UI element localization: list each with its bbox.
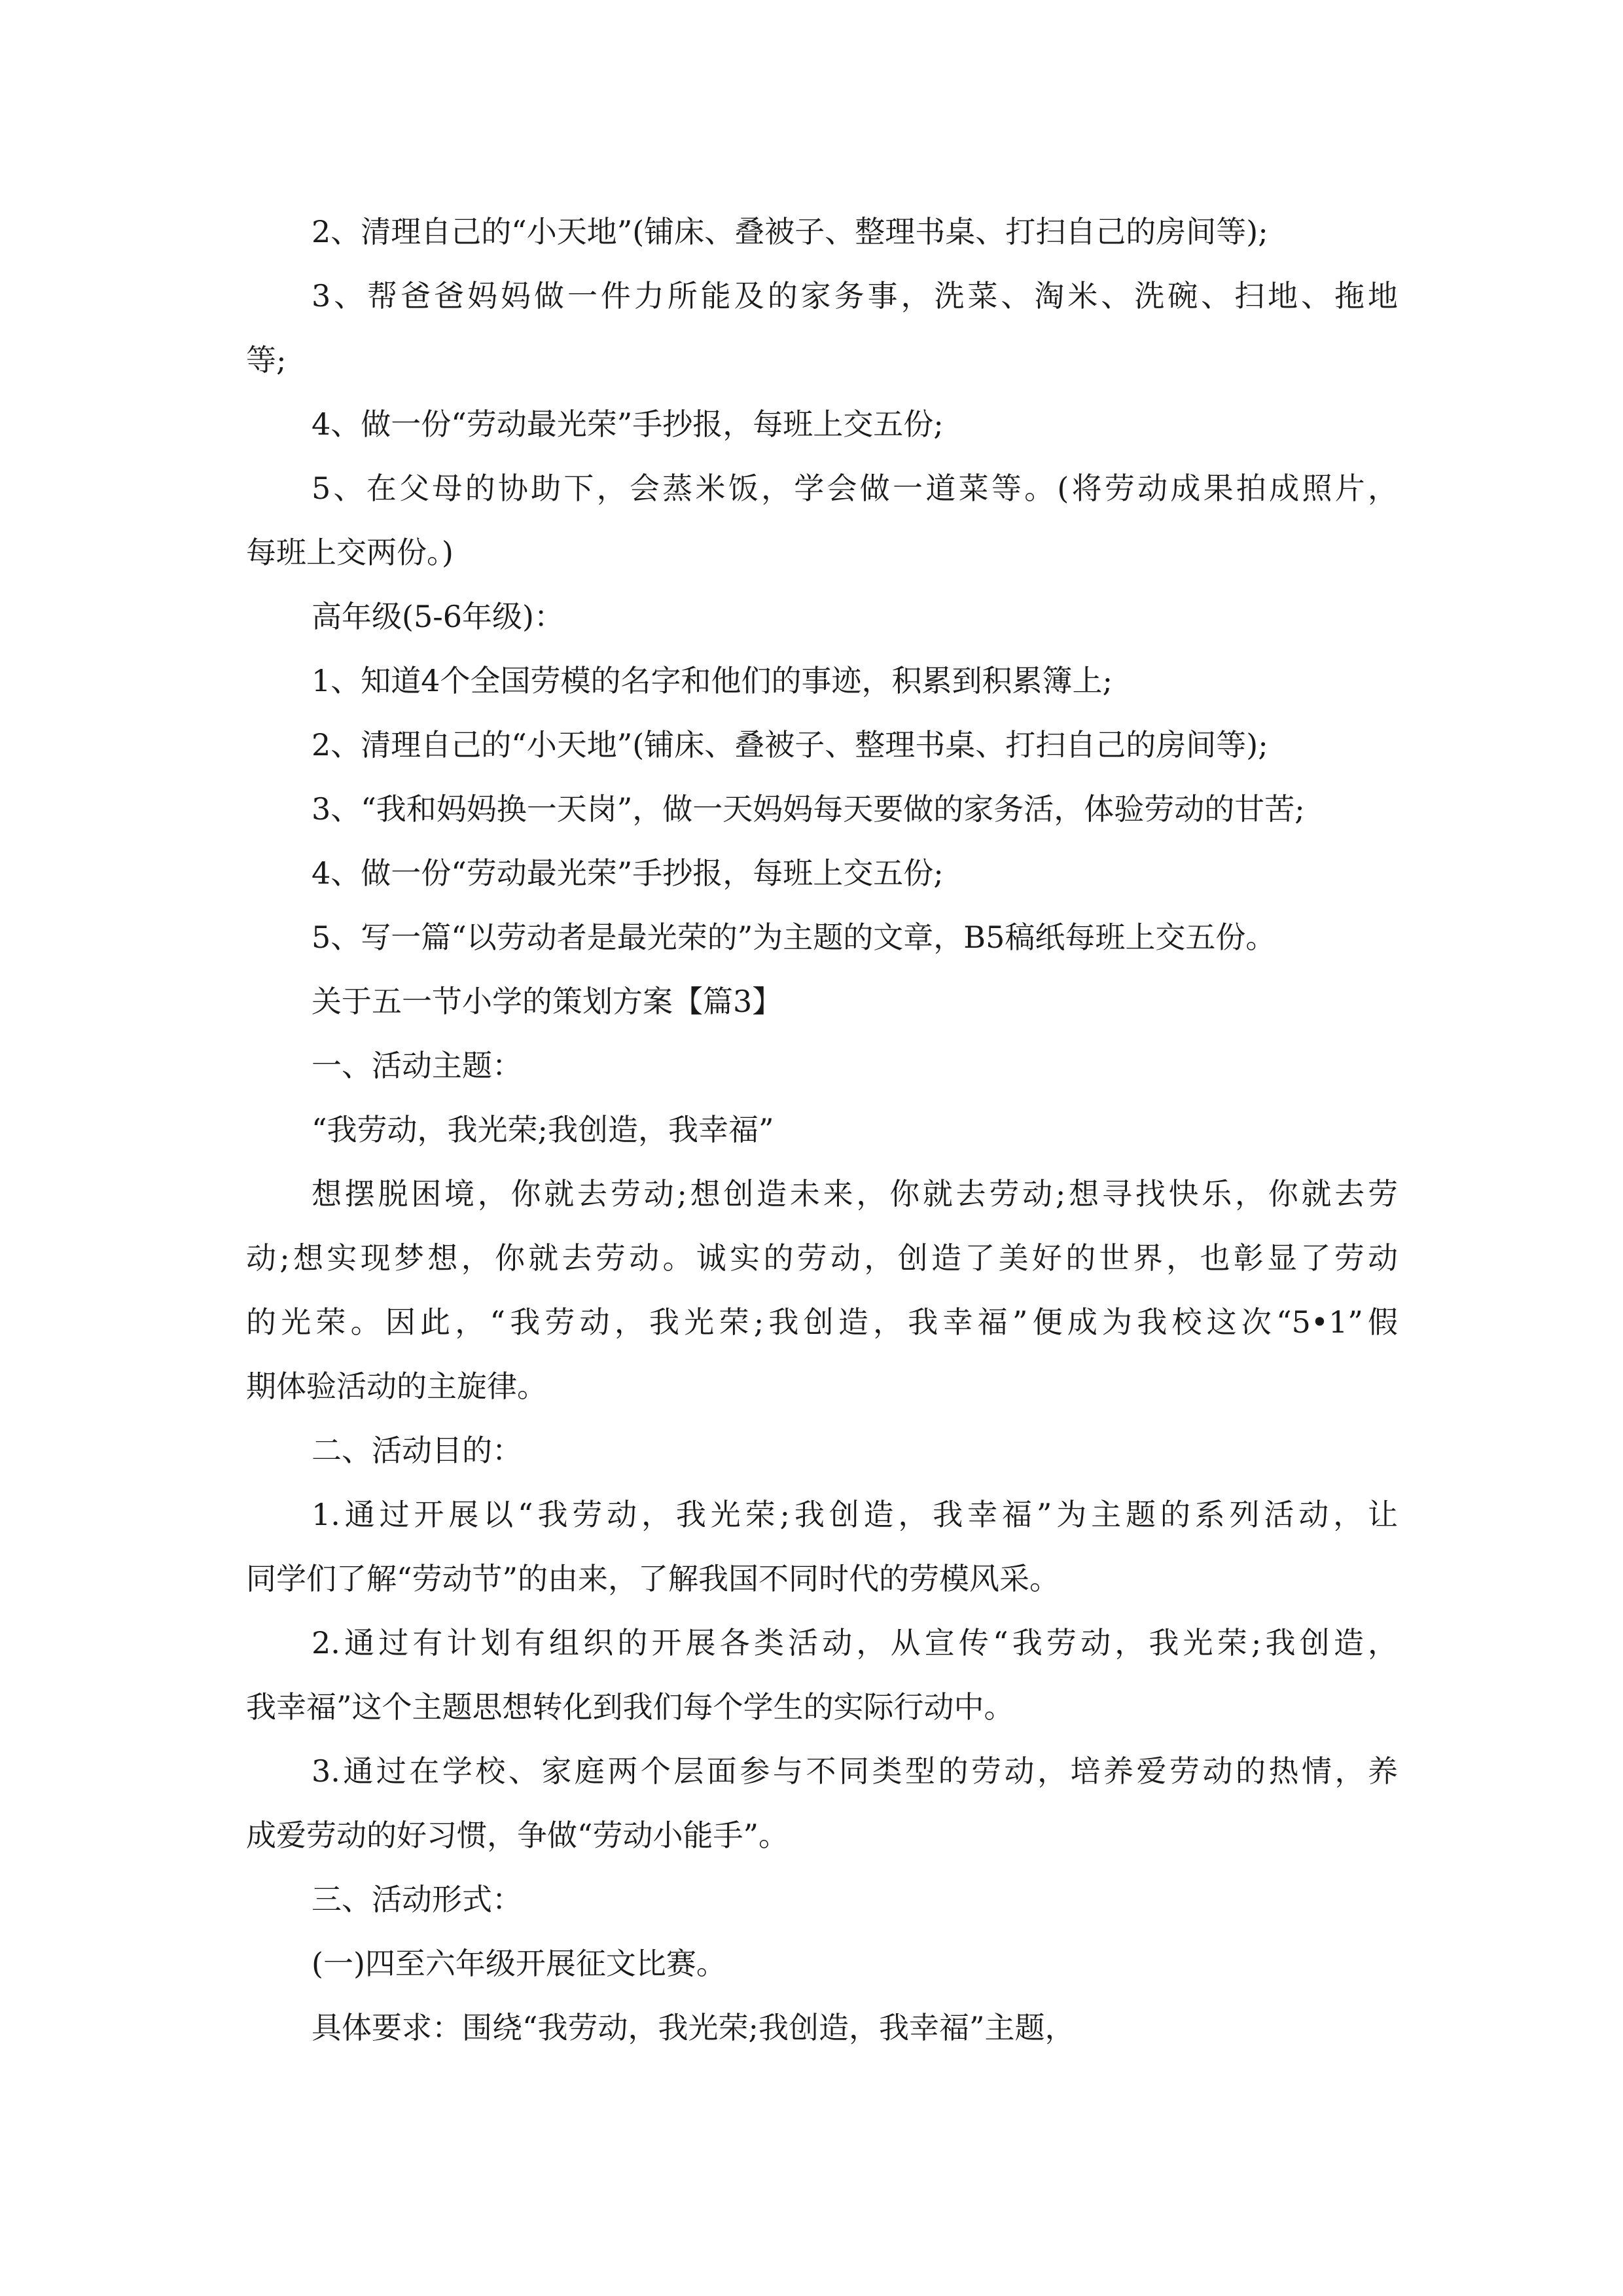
- text-line: 2.通过有计划有组织的开展各类活动，从宣传“我劳动，我光荣;我创造，: [312, 1625, 1398, 1660]
- text-line: 想摆脱困境，你就去劳动;想创造未来，你就去劳动;想寻找快乐，你就去劳: [312, 1176, 1398, 1211]
- section-heading: 三、活动形式：: [312, 1882, 522, 1917]
- text-line: 4、做一份“劳动最光荣”手抄报，每班上交五份;: [312, 855, 944, 891]
- text-line: 成爱劳动的好习惯，争做“劳动小能手”。: [246, 1818, 789, 1853]
- section-heading: 一、活动主题：: [312, 1048, 522, 1083]
- text-line: 3、“我和妈妈换一天岗”，做一天妈妈每天要做的家务活，体验劳动的甘苦;: [312, 791, 1305, 827]
- theme-slogan: “我劳动，我光荣;我创造，我幸福”: [312, 1112, 774, 1147]
- text-line: 2、清理自己的“小天地”(铺床、叠被子、整理书桌、打扫自己的房间等);: [312, 727, 1268, 762]
- text-line: 期体验活动的主旋律。: [246, 1369, 547, 1404]
- text-line: 3.通过在学校、家庭两个层面参与不同类型的劳动，培养爱劳动的热情，养: [312, 1753, 1398, 1789]
- text-line: 等;: [246, 342, 287, 378]
- text-line: 3、帮爸爸妈妈做一件力所能及的家务事，洗菜、淘米、洗碗、扫地、拖地: [312, 278, 1398, 314]
- text-line: 5、在父母的协助下，会蒸米饭，学会做一道菜等。(将劳动成果拍成照片，: [312, 471, 1398, 506]
- text-line: 5、写一篇“以劳动者是最光荣的”为主题的文章，B5稿纸每班上交五份。: [312, 920, 1276, 955]
- text-line: 同学们了解“劳动节”的由来，了解我国不同时代的劳模风采。: [246, 1561, 1060, 1596]
- text-line: 的光荣。因此，“我劳动，我光荣;我创造，我幸福”便成为我校这次“5•1”假: [246, 1304, 1398, 1340]
- text-line: 1、知道4个全国劳模的名字和他们的事迹，积累到积累簿上;: [312, 663, 1113, 698]
- text-line: (一)四至六年级开展征文比赛。: [312, 1946, 726, 1981]
- text-line: 每班上交两份。): [246, 535, 454, 570]
- text-line: 4、做一份“劳动最光荣”手抄报，每班上交五份;: [312, 406, 944, 442]
- text-line: 我幸福”这个主题思想转化到我们每个学生的实际行动中。: [246, 1689, 1014, 1725]
- text-line: 动;想实现梦想，你就去劳动。诚实的劳动，创造了美好的世界，也彰显了劳动: [246, 1240, 1398, 1276]
- section-heading: 高年级(5-6年级)：: [312, 599, 564, 634]
- text-line: 1.通过开展以“我劳动，我光荣;我创造，我幸福”为主题的系列活动，让: [312, 1497, 1398, 1532]
- article-title: 关于五一节小学的策划方案【篇3】: [312, 984, 783, 1019]
- text-line: 2、清理自己的“小天地”(铺床、叠被子、整理书桌、打扫自己的房间等);: [312, 214, 1268, 249]
- text-line: 具体要求：围绕“我劳动，我光荣;我创造，我幸福”主题，: [312, 2010, 1075, 2045]
- section-heading: 二、活动目的：: [312, 1433, 522, 1468]
